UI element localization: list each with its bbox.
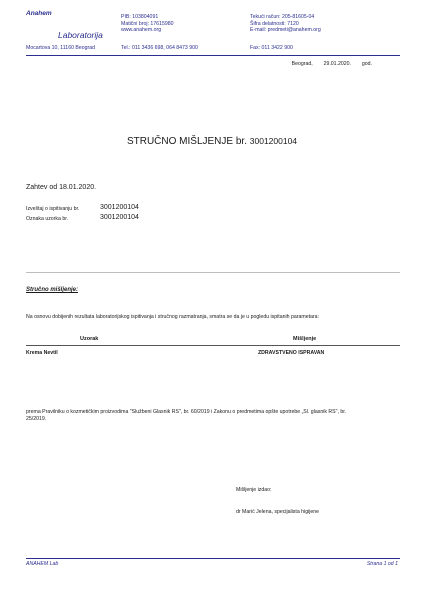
section-title: Stručno mišljenje: bbox=[26, 287, 79, 293]
signature-name: dr Marić Jelena, specijalista higijene bbox=[236, 509, 320, 515]
intro-paragraph: Na osnovu dobijenih rezultata laboratorijskog ispitivanja i stručnog razmatranja, smatra se da je u pogledu ispitanih parametara: bbox=[26, 314, 319, 320]
section-divider bbox=[26, 272, 400, 273]
footer-company: ANAHEM Lab bbox=[26, 561, 59, 567]
website-text: www.anahem.org bbox=[121, 27, 162, 34]
lab-name: Laboratorija bbox=[58, 30, 103, 40]
company-info-column bbox=[121, 14, 174, 34]
company-address: Mocartova 10, 11160 Beograd bbox=[26, 45, 96, 51]
activity-code-text: Šifra delatnosti: 7120 bbox=[250, 20, 299, 27]
date-value: 29.01.2020. bbox=[323, 61, 351, 67]
pib-text: PIB: 103804091 bbox=[121, 14, 159, 20]
signature-label: Mišljenje izdao: bbox=[236, 487, 272, 493]
footer-divider bbox=[26, 558, 400, 559]
email-text: E-mail: predmeti@anahem.org bbox=[250, 27, 321, 34]
sample-number-value: 3001200104 bbox=[100, 214, 139, 221]
table-header-opinion: Mišljenje bbox=[293, 336, 317, 342]
title-text: STRUČNO MIŠLJENJE br. bbox=[126, 136, 247, 147]
company-logo: Anahem bbox=[26, 10, 52, 17]
title-number: 3001200104 bbox=[249, 136, 298, 146]
report-number-label: Izveštaj o ispitivanju br. bbox=[26, 206, 80, 212]
document-title bbox=[0, 136, 424, 147]
date-city: Beograd, bbox=[291, 61, 313, 67]
header-divider bbox=[26, 55, 400, 56]
date-suffix: god. bbox=[361, 61, 372, 67]
request-date: Zahtev od 18.01.2020. bbox=[26, 184, 97, 191]
regulation-paragraph: prema Pravilniku o kozmetičkim proizvodima "Službeni Glasnik RS", br. 60/2019 i Zakonu o predmetima opšte upotrebe „Sl. glasnik RS", br. 25/2019. bbox=[26, 409, 347, 422]
document-date bbox=[292, 61, 372, 67]
fax-text: Fax: 011 3422 900 bbox=[250, 45, 293, 51]
table-cell-sample: Krema Nevtil bbox=[26, 350, 58, 356]
footer-page-number: Strana 1 od 1 bbox=[366, 561, 398, 567]
table-header-divider bbox=[26, 345, 400, 346]
report-number-value: 3001200104 bbox=[100, 204, 139, 211]
bank-account-text: Tekući račun: 205-81605-04 bbox=[250, 14, 315, 20]
table-cell-opinion: ZDRAVSTVENO ISPRAVAN bbox=[258, 350, 325, 356]
table-header-sample: Uzorak bbox=[80, 336, 99, 342]
bank-info-column bbox=[250, 14, 321, 34]
registration-number-text: Matični broj: 17615980 bbox=[121, 20, 174, 27]
sample-number-label: Oznaka uzorka br. bbox=[26, 216, 69, 222]
phone-text: Tel.: 011 3436 698, 064 8473 900 bbox=[121, 45, 198, 51]
